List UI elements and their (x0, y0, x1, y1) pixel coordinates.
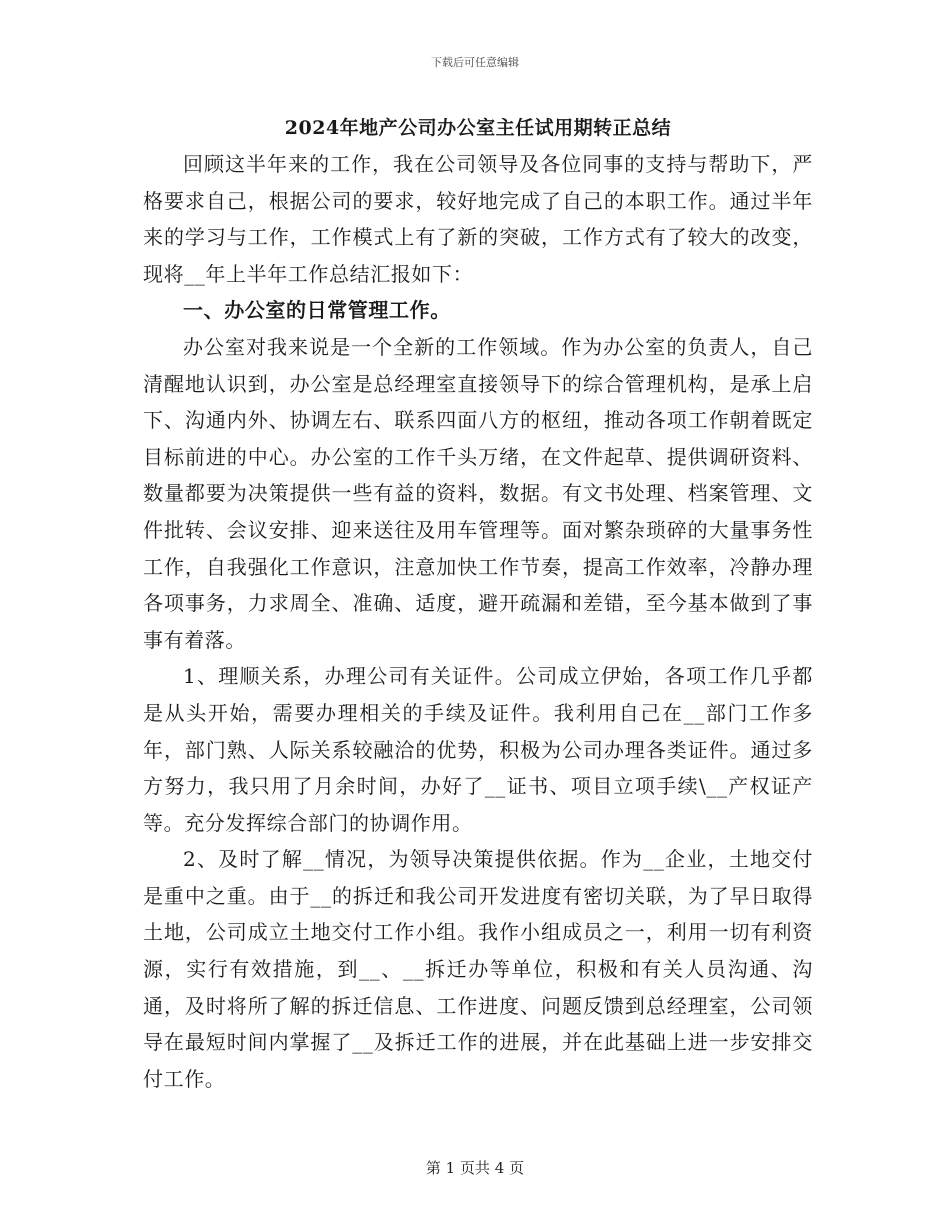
document-title: 2024年地产公司办公室主任试用期转正总结 (284, 117, 672, 139)
intro-paragraph: 回顾这半年来的工作，我在公司领导及各位同事的支持与帮助下，严格要求自己，根据公司的要求，较好地完成了自己的本职工作。通过半年来的学习与工作，工作模式上有了新的突破，工作方式有了较大的改变，现将__年上半年工作总结汇报如下： (143, 152, 813, 286)
list-item-1: 1、理顺关系，办理公司有关证件。公司成立伊始，各项工作几乎都是从头开始，需要办理相关的手续及证件。我利用自己在__部门工作多年，部门熟、人际关系较融洽的优势，积极为公司办理各类证件。通过多方努力，我只用了月余时间，办好了__证书、项目立项手续\__产权证产等。充分发挥综合部门的协调作用。 (143, 664, 813, 835)
page-number: 第 1 页共 4 页 (425, 1159, 525, 1177)
section-paragraph: 办公室对我来说是一个全新的工作领域。作为办公室的负责人，自己清醒地认识到，办公室是总经理室直接领导下的综合管理机构，是承上启下、沟通内外、协调左右、联系四面八方的枢纽，推动各项工作朝着既定目标前进的中心。办公室的工作千头万绪，在文件起草、提供调研资料、数量都要为决策提供一些有益的资料，数据。有文书处理、档案管理、文件批转、会议安排、迎来送往及用车管理等。面对繁杂琐碎的大量事务性工作，自我强化工作意识，注意加快工作节奏，提高工作效率，冷静办理各项事务，力求周全、准确、适度，避开疏漏和差错，至今基本做到了事事有着落。 (143, 334, 813, 652)
list-item-2: 2、及时了解__情况，为领导决策提供依据。作为__企业，土地交付是重中之重。由于__的拆迁和我公司开发进度有密切关联，为了早日取得土地，公司成立土地交付工作小组。我作小组成员之一，利用一切有利资源，实行有效措施，到__、__拆迁办等单位，积极和有关人员沟通、沟通，及时将所了解的拆迁信息、工作进度、问题反馈到总经理室，公司领导在最短时间内掌握了__及拆迁工作的进展，并在此基础上进一步安排交付工作。 (143, 847, 813, 1091)
section-heading: 一、办公室的日常管理工作。 (183, 298, 451, 323)
page-header-note: 下载后可任意编辑 (431, 56, 519, 69)
document-body (143, 112, 813, 1097)
